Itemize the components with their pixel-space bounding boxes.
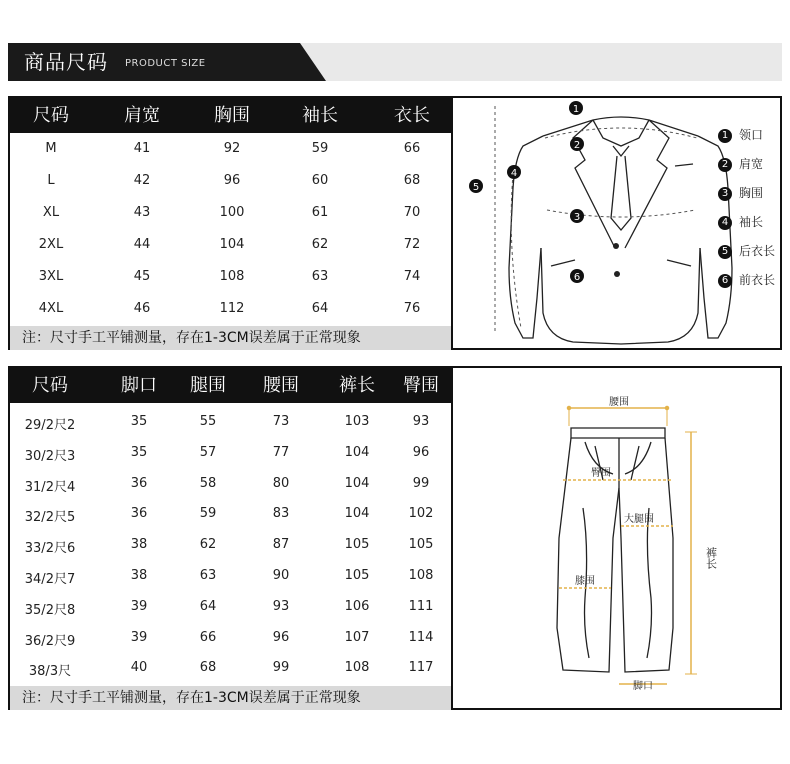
pants-cell-size: 30/2尺3 <box>24 448 76 464</box>
jacket-cell-shoulder: 42 <box>133 173 151 188</box>
pants-cell-length: 103 <box>344 414 370 429</box>
jacket-cell-size: M <box>45 141 57 156</box>
pants-cell-waist: 77 <box>272 444 290 460</box>
mark-1-label: 1 <box>572 104 580 115</box>
legend-number: 2 <box>718 158 732 172</box>
pants-cell-thigh: 63 <box>199 568 217 583</box>
pants-col-waist: 腰围 <box>263 375 299 396</box>
pants-cell-size: 34/2尺7 <box>24 572 76 587</box>
jacket-col-size: 尺码 <box>33 105 69 126</box>
jacket-cell-sleeve: 63 <box>311 269 329 284</box>
pants-cell-length: 104 <box>344 475 370 491</box>
pants-cell-length: 108 <box>344 660 370 676</box>
mark-4-label: 4 <box>510 168 518 179</box>
jacket-cell-chest: 96 <box>223 173 241 188</box>
jacket-cell-size: 2XL <box>38 237 64 252</box>
legend-number: 3 <box>718 187 732 201</box>
pants-cell-size: 31/2尺4 <box>24 479 76 495</box>
label-thigh: 大腿围 <box>624 514 654 525</box>
jacket-cell-size: XL <box>42 205 60 220</box>
jacket-cell-size: L <box>47 173 55 188</box>
pants-cell-hem: 35 <box>130 444 148 460</box>
legend-item <box>718 127 763 143</box>
legend-label: 肩宽 <box>739 157 764 171</box>
pants-note: 注：尺寸手工平铺测量，存在1-3CM误差属于正常现象 <box>10 686 451 710</box>
jacket-cell-shoulder: 46 <box>133 301 151 316</box>
jacket-cell-chest: 108 <box>219 269 245 284</box>
pants-size-panel <box>8 366 782 710</box>
jacket-cell-length: 68 <box>403 173 421 188</box>
pants-cell-hip: 102 <box>408 506 434 522</box>
pants-cell-hip: 96 <box>412 444 430 460</box>
legend-label: 前衣长 <box>739 273 776 287</box>
pants-cell-hip: 108 <box>408 568 434 583</box>
pants-cell-hip: 99 <box>412 475 430 491</box>
pants-cell-waist: 99 <box>272 660 290 676</box>
legend-label: 胸围 <box>739 186 764 200</box>
pants-cell-thigh: 66 <box>199 629 217 645</box>
legend-item <box>718 185 763 201</box>
mark-3-label: 3 <box>573 212 581 223</box>
pants-table-header <box>10 368 451 403</box>
pants-cell-length: 104 <box>344 506 370 522</box>
jacket-button-bottom <box>614 271 620 277</box>
pants-cell-length: 105 <box>344 537 370 553</box>
legend-number: 6 <box>718 274 732 288</box>
pants-cell-waist: 73 <box>272 414 290 429</box>
jacket-button-top <box>613 243 619 249</box>
jacket-col-sleeve: 袖长 <box>302 105 338 126</box>
mark-6-label: 6 <box>573 272 581 283</box>
mark-2-label: 2 <box>573 140 581 151</box>
pants-cell-thigh: 59 <box>199 506 217 522</box>
legend-item <box>718 243 775 259</box>
legend-label: 后衣长 <box>739 244 776 258</box>
jacket-cell-length: 74 <box>403 269 421 284</box>
pants-cell-length: 107 <box>344 629 370 645</box>
pants-cell-hem: 38 <box>130 537 148 553</box>
jacket-col-chest: 胸围 <box>214 105 250 126</box>
pants-cell-size: 38/3尺 <box>28 664 72 680</box>
pants-cell-thigh: 58 <box>199 475 217 491</box>
pants-cell-hem: 39 <box>130 598 148 614</box>
jacket-cell-chest: 112 <box>219 301 245 316</box>
pants-diagram <box>453 368 780 708</box>
pants-cell-size: 33/2尺6 <box>24 541 76 557</box>
pants-cell-length: 104 <box>344 444 370 460</box>
legend-number: 1 <box>718 129 732 143</box>
pants-cell-waist: 87 <box>272 537 290 553</box>
jacket-cell-shoulder: 43 <box>133 205 151 220</box>
legend-number: 4 <box>718 216 732 230</box>
jacket-cell-shoulder: 44 <box>133 237 151 252</box>
pants-cell-waist: 93 <box>272 598 290 614</box>
pants-cell-waist: 83 <box>272 506 290 522</box>
jacket-cell-length: 72 <box>403 237 421 252</box>
pants-cell-hem: 36 <box>130 506 148 522</box>
pants-cell-hem: 38 <box>130 568 148 583</box>
pants-cell-thigh: 57 <box>199 444 217 460</box>
pants-cell-waist: 96 <box>272 629 290 645</box>
jacket-cell-sleeve: 59 <box>311 141 329 156</box>
pants-cell-length: 106 <box>344 598 370 614</box>
jacket-cell-chest: 100 <box>219 205 245 220</box>
jacket-cell-sleeve: 62 <box>311 237 329 252</box>
label-hip: 臀围 <box>591 468 611 479</box>
jacket-col-length: 衣长 <box>394 105 430 126</box>
pants-cell-hem: 36 <box>130 475 148 491</box>
jacket-cell-chest: 104 <box>219 237 245 252</box>
legend-item <box>718 156 763 172</box>
jacket-cell-sleeve: 61 <box>311 205 329 220</box>
pants-col-hem: 脚口 <box>121 375 157 396</box>
legend-item <box>718 272 775 288</box>
pants-cell-waist: 90 <box>272 568 290 583</box>
jacket-cell-shoulder: 45 <box>133 269 151 284</box>
legend-label: 领口 <box>739 128 764 142</box>
jacket-cell-chest: 92 <box>223 141 241 156</box>
pants-col-hip: 臀围 <box>403 375 439 396</box>
jacket-table-header <box>10 98 451 133</box>
pants-cell-hem: 39 <box>130 629 148 645</box>
jacket-col-shoulder: 肩宽 <box>124 105 160 126</box>
jacket-cell-shoulder: 41 <box>133 141 151 156</box>
jacket-cell-size: 4XL <box>38 301 64 316</box>
mark-5-label: 5 <box>472 182 480 193</box>
jacket-cell-size: 3XL <box>38 269 64 284</box>
pants-cell-hem: 35 <box>130 414 148 429</box>
pants-cell-thigh: 64 <box>199 598 217 614</box>
jacket-cell-length: 66 <box>403 141 421 156</box>
pants-cell-hip: 105 <box>408 537 434 553</box>
pants-cell-size: 32/2尺5 <box>24 510 76 526</box>
pants-cell-waist: 80 <box>272 475 290 491</box>
pants-cell-hip: 93 <box>412 414 430 429</box>
label-hem: 脚口 <box>633 681 653 692</box>
pants-cell-hem: 40 <box>130 660 148 676</box>
pants-cell-size: 36/2尺9 <box>24 633 76 649</box>
pants-cell-length: 105 <box>344 568 370 583</box>
pants-cell-hip: 114 <box>408 629 434 645</box>
page-subtitle: PRODUCT SIZE <box>125 58 206 69</box>
pants-cell-hip: 117 <box>408 660 434 676</box>
label-waist: 腰围 <box>609 397 629 408</box>
pants-cell-size: 35/2尺8 <box>24 602 76 618</box>
jacket-cell-sleeve: 64 <box>311 301 329 316</box>
jacket-cell-sleeve: 60 <box>311 173 329 188</box>
label-length: 裤长 <box>704 547 718 569</box>
legend-label: 袖长 <box>739 215 764 229</box>
pants-col-length: 裤长 <box>339 375 375 396</box>
pants-cell-thigh: 55 <box>199 414 217 429</box>
pants-cell-thigh: 68 <box>199 660 217 676</box>
pants-col-size: 尺码 <box>32 375 68 396</box>
legend-number: 5 <box>718 245 732 259</box>
legend-item <box>718 214 763 230</box>
label-knee: 膝围 <box>575 576 595 587</box>
jacket-cell-length: 76 <box>403 301 421 316</box>
jacket-note: 注：尺寸手工平铺测量，存在1-3CM误差属于正常现象 <box>10 326 451 350</box>
pants-cell-thigh: 62 <box>199 537 217 553</box>
pants-cell-hip: 111 <box>408 598 434 614</box>
page-title: 商品尺码 <box>24 50 108 74</box>
jacket-cell-length: 70 <box>403 205 421 220</box>
pants-cell-size: 29/2尺2 <box>24 418 76 433</box>
jacket-size-panel <box>8 96 782 350</box>
pants-col-thigh: 腿围 <box>190 375 226 396</box>
